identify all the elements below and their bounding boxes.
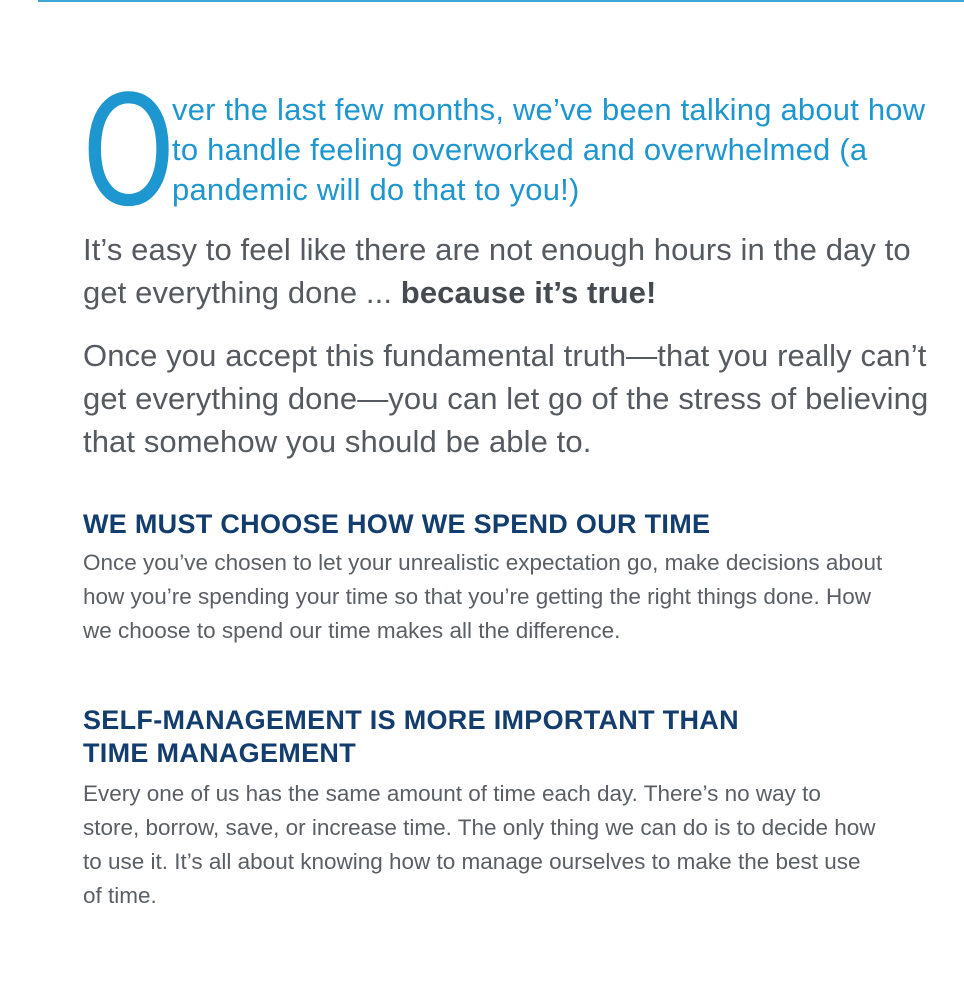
paragraph-fundamental-truth: Once you accept this fundamental truth—that you really can’t get everything done—you can let go of the stress of believing that somehow you should be able to. bbox=[83, 338, 929, 459]
intro-block bbox=[82, 63, 942, 240]
section-heading-self-management: SELF-MANAGEMENT IS MORE IMPORTANT THAN TIME MANAGEMENT bbox=[83, 705, 739, 768]
top-divider bbox=[38, 0, 964, 2]
section-body-choose-time: Once you’ve chosen to let your unrealistic expectation go, make decisions about how you’re spending your time so that you’re getting the right things done. How we choose to spend our time makes all the difference. bbox=[83, 550, 883, 643]
intro-text: ver the last few months, we’ve been talking about how to handle feeling overworked and overwhelmed (a pandemic will do that to you!) bbox=[172, 92, 926, 207]
section-heading-choose-time: WE MUST CHOOSE HOW WE SPEND OUR TIME bbox=[83, 509, 711, 539]
section-body-self-management: Every one of us has the same amount of time each day. There’s no way to store, borrow, save, or increase time. The only thing we can do is to decide how to use it. It’s all about knowing how to manage ourselves to make the best use of time. bbox=[83, 781, 876, 908]
drop-cap: O bbox=[82, 63, 176, 240]
paragraph-easy-to-feel-text: It’s easy to feel like there are not enough hours in the day to get everything done ... bbox=[83, 232, 911, 310]
paragraph-easy-to-feel bbox=[83, 228, 943, 314]
paragraph-emphasis: because it’s true! bbox=[400, 275, 657, 310]
